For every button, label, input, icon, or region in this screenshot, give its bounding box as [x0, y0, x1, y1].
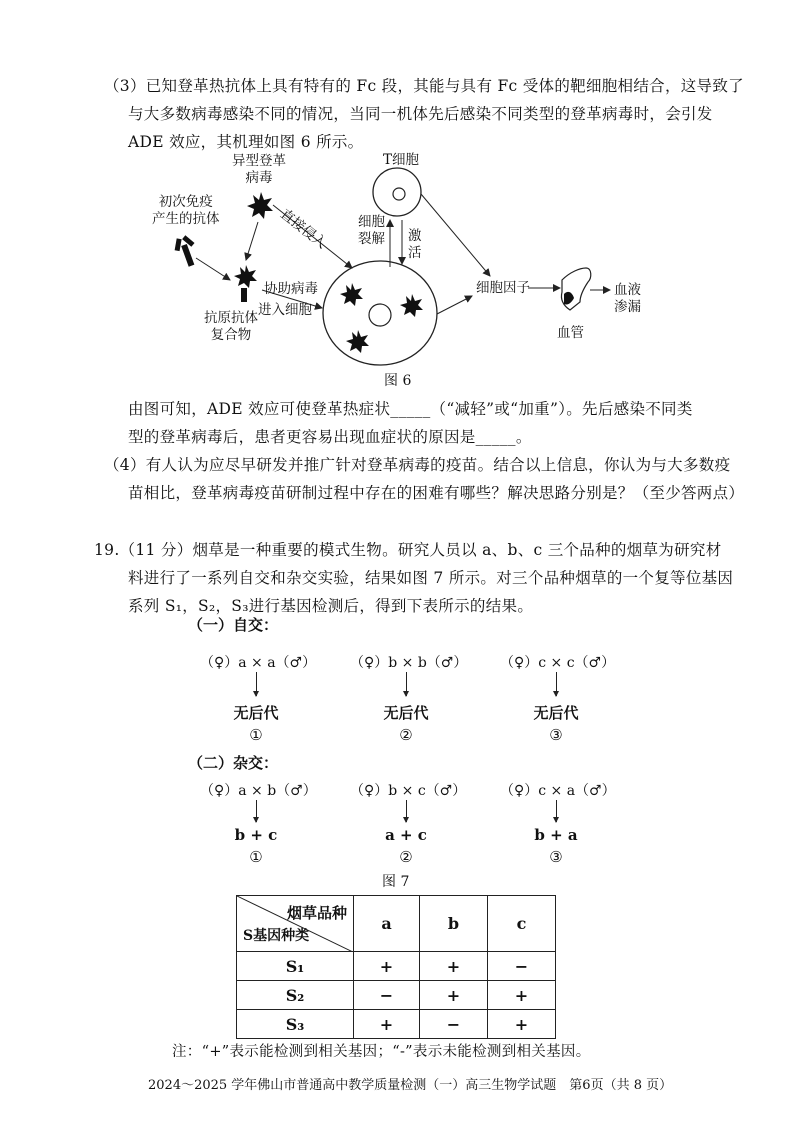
complex-label: 抗原抗体 复合物 [204, 310, 258, 343]
hybrid-result-1: b + c [234, 826, 278, 844]
row-name: S₁ [237, 952, 354, 981]
lysis-label: 细胞 裂解 [358, 214, 385, 247]
t-cell-nucleus [393, 188, 405, 200]
activate-label: 激 活 [408, 228, 422, 261]
gene-table [236, 895, 556, 1039]
table-cell: − [420, 1010, 488, 1039]
col-header-a: a [354, 896, 420, 952]
figure-7-caption: 图 7 [382, 874, 410, 890]
q3-line-2: 与大多数病毒感染不同的情况，当同一机体先后感染不同类型的登革病毒时，会引发 [128, 105, 713, 123]
row-name: S₂ [237, 981, 354, 1010]
target-cell [323, 261, 437, 365]
hybrid-cross-3: （♀）c × a（♂） [500, 783, 616, 799]
assist-virus-label: 协助病毒 [264, 281, 318, 297]
complex-virus-icon [234, 265, 257, 288]
self-arrow-2 [406, 672, 407, 696]
self-num-3: ③ [549, 726, 563, 744]
self-arrow-3 [556, 672, 557, 696]
virus-label: 异型登革 病毒 [232, 153, 286, 186]
q3-after-line-1: 由图可知，ADE 效应可使登革热症状_____（“减轻”或“加重”）。先后感染不同类 [128, 400, 693, 418]
self-cross-3: （♀）c × c（♂） [500, 655, 616, 671]
cell-virus-1-icon [340, 283, 363, 306]
page-footer: 2024～2025 学年佛山市普通高中教学质量检测（一）高三生物学试题 第6页（共 8 页） [148, 1078, 673, 1093]
self-cross-title: （一）自交： [188, 616, 279, 634]
q3-line-3: ADE 效应，其机理如图 6 所示。 [128, 133, 364, 151]
vessel-label: 血管 [557, 325, 584, 341]
col-header-b: b [420, 896, 488, 952]
blood-leak-label: 血液 渗漏 [614, 282, 641, 315]
hybrid-cross-1: （♀）a × b（♂） [200, 783, 317, 799]
hybrid-result-3: b + a [534, 826, 578, 844]
figure-6-diagram [140, 150, 660, 390]
hybrid-result-2: a + c [385, 826, 427, 844]
table-row [237, 952, 556, 981]
hybrid-num-3: ③ [549, 848, 563, 866]
corner-bottom-label: S基因种类 [243, 928, 310, 944]
hybrid-cross-2: （♀）b × c（♂） [350, 783, 467, 799]
q19-line-1: 19.（11 分）烟草是一种重要的模式生物。研究人员以 a、b、c 三个品种的烟草为研究材 [94, 541, 722, 559]
table-cell: + [488, 1010, 556, 1039]
self-num-2: ② [399, 726, 413, 744]
enter-cell-label: 进入细胞 [258, 302, 312, 318]
self-arrow-1 [256, 672, 257, 696]
direct-invasion-label: 直接侵入 [277, 206, 330, 252]
self-result-2: 无后代 [383, 704, 429, 722]
row-name: S₃ [237, 1010, 354, 1039]
figure-6-caption: 图 6 [384, 373, 412, 389]
table-cell: + [488, 981, 556, 1010]
table-cell: + [354, 1010, 420, 1039]
q4-line-2: 苗相比，登革病毒疫苗研制过程中存在的困难有哪些？解决思路分别是？（至少答两点） [128, 484, 745, 502]
t-cell-label: T细胞 [383, 152, 420, 168]
hybrid-cross-title: （二）杂交： [188, 754, 279, 772]
q3-line-1: （3）已知登革热抗体上具有特有的 Fc 段，其能与具有 Fc 受体的靶细胞相结合，这导致了 [104, 77, 744, 95]
q19-line-2: 料进行了一系列自交和杂交实验，结果如图 7 所示。对三个品种烟草的一个复等位基因 [128, 569, 734, 587]
table-cell: − [488, 952, 556, 981]
self-cross-2: （♀）b × b（♂） [350, 655, 468, 671]
hybrid-num-2: ② [399, 848, 413, 866]
col-header-c: c [488, 896, 556, 952]
table-cell: + [420, 981, 488, 1010]
hybrid-arrow-1 [256, 800, 257, 822]
table-cell: + [420, 952, 488, 981]
self-cross-1: （♀）a × a（♂） [200, 655, 317, 671]
self-result-1: 无后代 [233, 704, 279, 722]
hybrid-arrow-3 [556, 800, 557, 822]
antibody-icon [171, 233, 201, 269]
antibody-label: 初次免疫 产生的抗体 [152, 194, 220, 227]
hybrid-num-1: ① [249, 848, 263, 866]
q3-after-line-2: 型的登革病毒后，患者更容易出现血症状的原因是_____。 [128, 428, 532, 446]
table-corner-cell [237, 896, 354, 952]
complex-antibody-icon [241, 288, 247, 302]
self-num-1: ① [249, 726, 263, 744]
q19-line-3: 系列 S₁，S₂，S₃进行基因检测后，得到下表所示的结果。 [128, 597, 534, 615]
t-cell [373, 168, 421, 216]
virus-star-icon [247, 192, 273, 219]
self-result-3: 无后代 [533, 704, 579, 722]
cytokine-label: 细胞因子 [476, 280, 530, 296]
cell-nucleus [369, 304, 391, 326]
table-cell: + [354, 952, 420, 981]
table-row [237, 1010, 556, 1039]
cell-virus-2-icon [400, 294, 423, 317]
hybrid-arrow-2 [406, 800, 407, 822]
table-row [237, 981, 556, 1010]
q4-line-1: （4）有人认为应尽早研发并推广针对登革病毒的疫苗。结合以上信息，你认为与大多数疫 [104, 456, 731, 474]
table-note: 注：“+”表示能检测到相关基因；“-”表示未能检测到相关基因。 [172, 1044, 591, 1060]
corner-top-label: 烟草品种 [286, 904, 347, 922]
cell-virus-3-icon [346, 330, 369, 353]
table-cell: − [354, 981, 420, 1010]
